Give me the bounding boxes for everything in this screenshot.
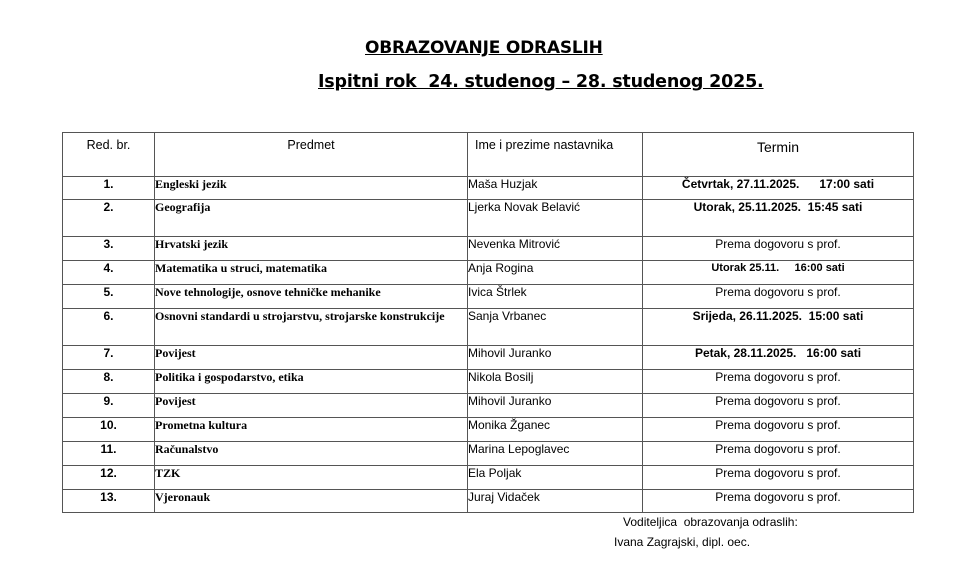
row-num: 6. [63, 309, 155, 346]
row-teacher: Mihovil Juranko [468, 394, 643, 418]
signature-role: Voditeljica obrazovanja odraslih: [623, 515, 798, 529]
row-teacher: Anja Rogina [468, 261, 643, 285]
signature-name: Ivana Zagrajski, dipl. oec. [614, 535, 751, 549]
table-row [63, 490, 914, 513]
table-row [63, 261, 914, 285]
row-subject: Nove tehnologije, osnove tehničke mehanike [155, 285, 468, 309]
row-term: Prema dogovoru s prof. [643, 466, 914, 490]
row-teacher: Sanja Vrbanec [468, 309, 643, 346]
row-num: 10. [63, 418, 155, 442]
row-num: 13. [63, 490, 155, 513]
row-teacher: Mihovil Juranko [468, 346, 643, 370]
row-num: 4. [63, 261, 155, 285]
table-row [63, 418, 914, 442]
row-subject: Matematika u struci, matematika [155, 261, 468, 285]
row-subject: Računalstvo [155, 442, 468, 466]
row-term: Prema dogovoru s prof. [643, 285, 914, 309]
row-teacher: Nevenka Mitrović [468, 237, 643, 261]
row-teacher: Maša Huzjak [468, 177, 643, 200]
table-row [63, 442, 914, 466]
page-title: OBRAZOVANJE ODRASLIH [365, 38, 603, 58]
row-term: Prema dogovoru s prof. [643, 394, 914, 418]
row-subject: Geografija [155, 200, 468, 237]
table-row [63, 285, 914, 309]
row-teacher: Ela Poljak [468, 466, 643, 490]
row-term: Utorak 25.11. 16:00 sati [643, 261, 914, 285]
row-subject: Prometna kultura [155, 418, 468, 442]
row-teacher: Marina Lepoglavec [468, 442, 643, 466]
table-row [63, 177, 914, 200]
row-num: 3. [63, 237, 155, 261]
row-num: 12. [63, 466, 155, 490]
row-num: 7. [63, 346, 155, 370]
row-subject: TZK [155, 466, 468, 490]
column-header-teacher: Ime i prezime nastavnika [468, 133, 643, 177]
row-num: 9. [63, 394, 155, 418]
row-teacher: Juraj Vidaček [468, 490, 643, 513]
row-term: Prema dogovoru s prof. [643, 237, 914, 261]
table-row [63, 200, 914, 237]
row-term: Prema dogovoru s prof. [643, 442, 914, 466]
row-teacher: Monika Žganec [468, 418, 643, 442]
column-header-num: Red. br. [63, 133, 155, 177]
row-term: Srijeda, 26.11.2025. 15:00 sati [643, 309, 914, 346]
row-subject: Povijest [155, 346, 468, 370]
row-num: 5. [63, 285, 155, 309]
row-subject: Povijest [155, 394, 468, 418]
row-term: Utorak, 25.11.2025. 15:45 sati [643, 200, 914, 237]
row-term: Prema dogovoru s prof. [643, 418, 914, 442]
row-subject: Politika i gospodarstvo, etika [155, 370, 468, 394]
table-row [63, 346, 914, 370]
page-subtitle: Ispitni rok 24. studenog – 28. studenog 2025. [318, 72, 764, 92]
row-term: Prema dogovoru s prof. [643, 490, 914, 513]
row-num: 11. [63, 442, 155, 466]
table-row [63, 466, 914, 490]
table-row [63, 237, 914, 261]
column-header-term: Termin [643, 133, 914, 177]
table-row [63, 394, 914, 418]
row-teacher: Nikola Bosilj [468, 370, 643, 394]
row-subject: Hrvatski jezik [155, 237, 468, 261]
row-term: Petak, 28.11.2025. 16:00 sati [643, 346, 914, 370]
row-subject: Vjeronauk [155, 490, 468, 513]
row-num: 8. [63, 370, 155, 394]
row-teacher: Ivica Štrlek [468, 285, 643, 309]
exam-schedule-table [62, 132, 914, 513]
row-num: 2. [63, 200, 155, 237]
row-term: Četvrtak, 27.11.2025. 17:00 sati [643, 177, 914, 200]
table-header-row [63, 133, 914, 177]
column-header-subject: Predmet [155, 133, 468, 177]
row-subject: Engleski jezik [155, 177, 468, 200]
row-teacher: Ljerka Novak Belavić [468, 200, 643, 237]
table-row [63, 370, 914, 394]
row-num: 1. [63, 177, 155, 200]
table-row [63, 309, 914, 346]
row-subject: Osnovni standardi u strojarstvu, strojarske konstrukcije [155, 309, 468, 346]
row-term: Prema dogovoru s prof. [643, 370, 914, 394]
